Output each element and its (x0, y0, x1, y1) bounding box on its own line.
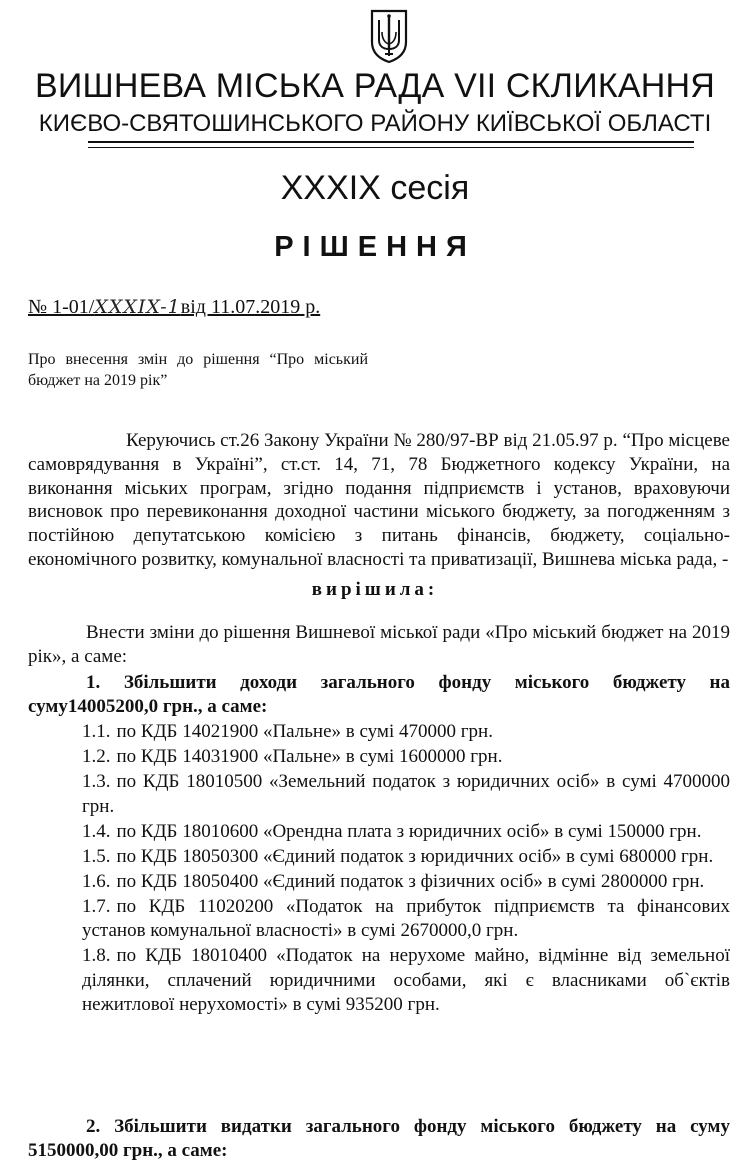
item-number: 1.1. (82, 721, 111, 742)
section-1-items (82, 720, 730, 1018)
document-type-title: РІШЕННЯ (274, 231, 476, 263)
list-item (82, 845, 730, 870)
list-item (82, 870, 730, 895)
district-title: КИЄВО-СВЯТОШИНСЬКОГО РАЙОНУ КИЇВСЬКОЇ ОБЛАСТІ (38, 110, 712, 137)
item-text: по КДБ 18010400 «Податок на нерухоме майно, відмінне від земельної ділянки, сплачений юридичними особами, які є власниками об`єктів нежитлової нерухомості» в сумі 935200 грн. (82, 945, 730, 1015)
item-number: 1.5. (82, 845, 111, 867)
resolved-heading: вирішила: (311, 579, 439, 600)
section-2-heading: 2. Збільшити видатки загального фонду міського бюджету на суму 5150000,00 грн., а саме: (28, 1116, 730, 1161)
list-item (82, 820, 730, 845)
header-divider (88, 141, 694, 143)
item-text: по КДБ 14031900 «Пальне» в сумі 1600000 грн. (116, 746, 503, 767)
decision-number (28, 294, 320, 320)
item-number: 1.7. (82, 895, 111, 917)
item-text: по КДБ 18050400 «Єдиний податок з фізичних осіб» в сумі 2800000 грн. (116, 870, 705, 892)
intro-paragraph: Внести зміни до рішення Вишневої міської ради «Про міський бюджет на 2019 рік», а саме: (28, 622, 730, 667)
item-text: по КДБ 18010500 «Земельний податок з юридичних осіб» в сумі 4700000 грн. (82, 771, 730, 817)
decision-date: від 11.07.2019 р. (180, 296, 321, 318)
preamble-paragraph: Керуючись ст.26 Закону України № 280/97-ВР від 21.05.97 р. “Про місцеве самоврядування в Україні”, ст.ст. 14, 71, 78 Бюджетного кодексу України, на виконання міських програм, згідно подання підприємств і установ, враховуючи висновок про перевиконання доходної частини міського бюджету, за погодженням з постійною депутатською комісією з питань фінансів, бюджету, соціально-економічного розвитку, комунальної власності та приватизації, Вишнева міська рада, - (28, 430, 730, 570)
item-number: 1.4. (82, 820, 111, 842)
decision-number-prefix: № 1-01/ (28, 296, 95, 318)
decision-subject: Про внесення змін до рішення “Про міський бюджет на 2019 рік” (28, 351, 368, 389)
list-item (82, 720, 730, 745)
item-text: по КДБ 18010600 «Орендна плата з юридичних осіб» в сумі 150000 грн. (116, 820, 702, 842)
item-text: по КДБ 14021900 «Пальне» в сумі 470000 грн. (116, 721, 493, 742)
trident-icon (368, 8, 410, 64)
item-text: по КДБ 11020200 «Податок на прибуток підприємств та фінансових установ комунальної власності» в сумі 2670000,0 грн. (82, 895, 730, 941)
section-1-heading: 1. Збільшити доходи загального фонду міського бюджету на суму14005200,0 грн., а саме: (28, 672, 730, 717)
list-item (82, 895, 730, 944)
list-item (82, 944, 730, 1018)
list-item (82, 770, 730, 819)
list-item (82, 745, 730, 770)
handwritten-number: XXXIX-1 (94, 296, 181, 318)
item-number: 1.3. (82, 771, 111, 792)
item-number: 1.6. (82, 870, 111, 892)
council-title: ВИШНЕВА МІСЬКА РАДА VII СКЛИКАННЯ (35, 67, 715, 105)
item-number: 1.2. (82, 746, 111, 767)
coat-of-arms-emblem (368, 8, 410, 64)
header-divider-thin (88, 147, 694, 148)
session-title: XXXIX сесія (280, 169, 470, 207)
item-number: 1.8. (82, 945, 111, 966)
item-text: по КДБ 18050300 «Єдиний податок з юридичних осіб» в сумі 680000 грн. (116, 845, 714, 867)
